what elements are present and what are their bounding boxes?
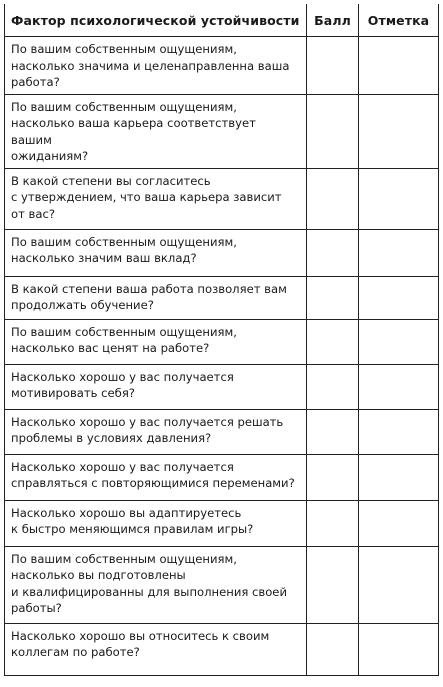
question-cell: Насколько хорошо вы относитесь к своим коллегам по работе?	[5, 623, 307, 675]
mark-cell[interactable]	[359, 454, 439, 500]
question-cell: В какой степени вы согласитесь с утверждением, что ваша карьера зависит от вас?	[5, 168, 307, 229]
mark-cell[interactable]	[359, 94, 439, 168]
resilience-table	[4, 4, 439, 676]
score-cell[interactable]	[307, 276, 359, 319]
mark-cell[interactable]	[359, 168, 439, 229]
score-cell[interactable]	[307, 500, 359, 546]
question-cell: В какой степени ваша работа позволяет вам продолжать обучение?	[5, 276, 307, 319]
score-cell[interactable]	[307, 546, 359, 623]
score-cell[interactable]	[307, 319, 359, 364]
mark-cell[interactable]	[359, 229, 439, 276]
mark-cell[interactable]	[359, 623, 439, 675]
score-cell[interactable]	[307, 454, 359, 500]
column-header-factor: Фактор психологической устойчивости	[5, 4, 307, 37]
table-header-row	[5, 4, 439, 37]
score-cell[interactable]	[307, 37, 359, 95]
table-row	[5, 500, 439, 546]
question-cell: По вашим собственным ощущениям, насколько вас ценят на работе?	[5, 319, 307, 364]
mark-cell[interactable]	[359, 546, 439, 623]
mark-cell[interactable]	[359, 276, 439, 319]
table-row	[5, 229, 439, 276]
table-row	[5, 276, 439, 319]
table-row	[5, 623, 439, 675]
mark-cell[interactable]	[359, 500, 439, 546]
column-header-score: Балл	[307, 4, 359, 37]
score-cell[interactable]	[307, 409, 359, 454]
mark-cell[interactable]	[359, 319, 439, 364]
mark-cell[interactable]	[359, 364, 439, 409]
question-cell: По вашим собственным ощущениям, насколько значим ваш вклад?	[5, 229, 307, 276]
score-cell[interactable]	[307, 623, 359, 675]
table-row	[5, 546, 439, 623]
score-cell[interactable]	[307, 168, 359, 229]
question-cell: Насколько хорошо у вас получается решать проблемы в условиях давления?	[5, 409, 307, 454]
table-row	[5, 319, 439, 364]
column-header-mark: Отметка	[359, 4, 439, 37]
score-cell[interactable]	[307, 229, 359, 276]
question-cell: По вашим собственным ощущениям, насколько значима и целенаправленна ваша работа?	[5, 37, 307, 95]
question-cell: Насколько хорошо у вас получается справляться с повторяющимися переменами?	[5, 454, 307, 500]
table-row	[5, 364, 439, 409]
table-row	[5, 168, 439, 229]
question-cell: По вашим собственным ощущениям, насколько вы подготовлены и квалифицированны для выполнения своей работы?	[5, 546, 307, 623]
question-cell: Насколько хорошо у вас получается мотивировать себя?	[5, 364, 307, 409]
table-row	[5, 37, 439, 95]
table-row	[5, 454, 439, 500]
score-cell[interactable]	[307, 94, 359, 168]
question-cell: По вашим собственным ощущениям, насколько ваша карьера соответствует вашим ожиданиям?	[5, 94, 307, 168]
score-cell[interactable]	[307, 364, 359, 409]
table-row	[5, 94, 439, 168]
table-row	[5, 409, 439, 454]
mark-cell[interactable]	[359, 37, 439, 95]
question-cell: Насколько хорошо вы адаптируетесь к быстро меняющимся правилам игры?	[5, 500, 307, 546]
mark-cell[interactable]	[359, 409, 439, 454]
